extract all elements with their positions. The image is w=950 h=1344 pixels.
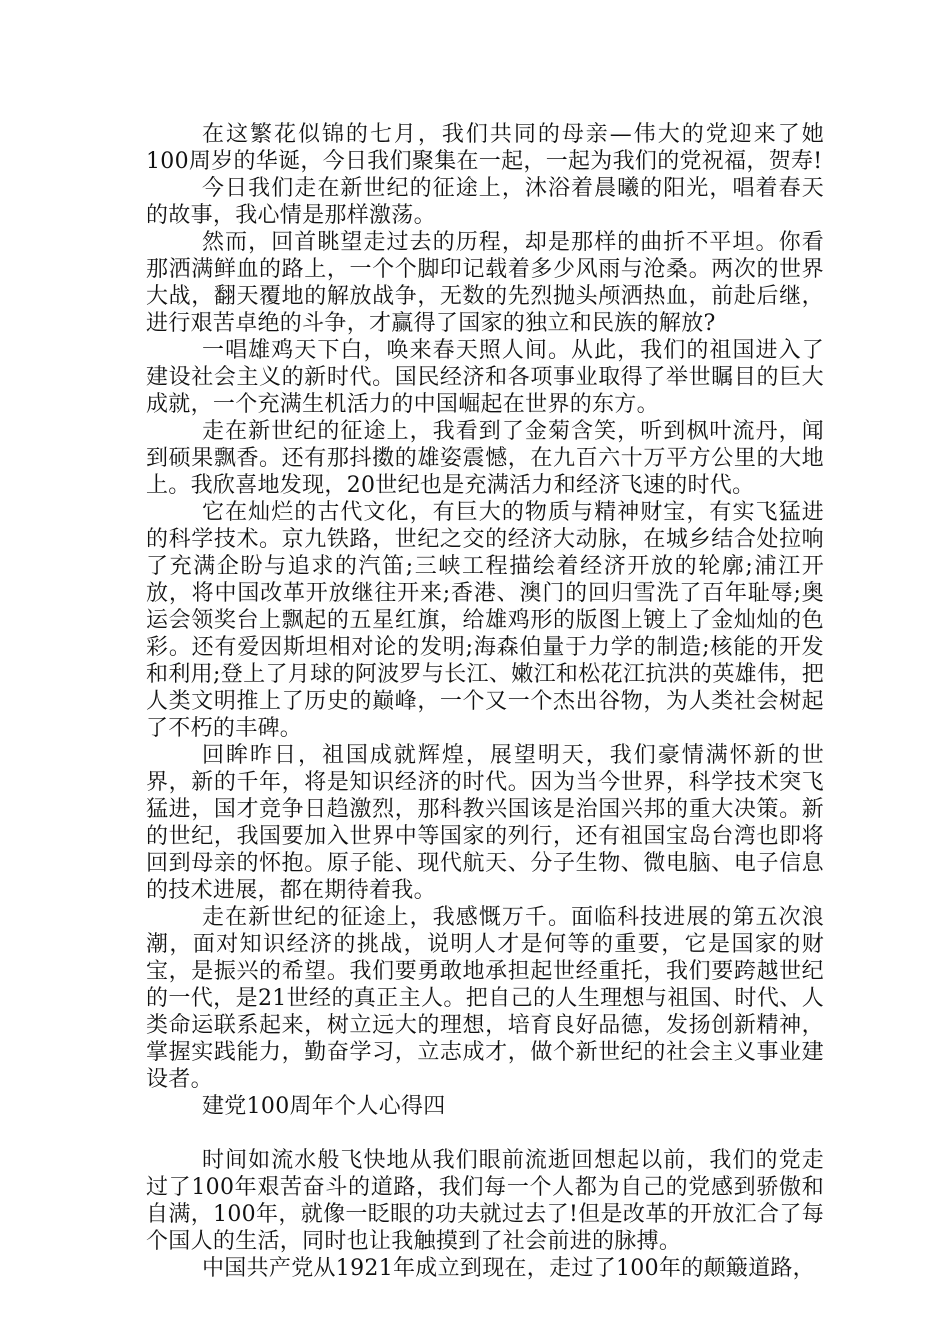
document-page xyxy=(146,121,824,1282)
paragraph-6: 它在灿烂的古代文化，有巨大的物质与精神财宝，有实飞猛进的科学技术。京九铁路，世纪之交的经济大动脉，在城乡结合处拉响了充满企盼与追求的汽笛;三峡工程描绘着经济开放的轮廓;浦江开放，将中国改革开放继往开来;香港、澳门的回归雪洗了百年耻辱;奥运会领奖台上飘起的五星红旗，给雄鸡形的版图上镀上了金灿灿的色彩。还有爱因斯坦相对论的发明;海森伯量于力学的制造;核能的开发和利用;登上了月球的阿波罗与长江、嫩江和松花江抗洪的英雄伟，把人类文明推上了历史的巅峰，一个又一个杰出谷物，为人类社会树起了不朽的丰碑。 xyxy=(146,500,824,741)
paragraph-9: 时间如流水般飞快地从我们眼前流逝回想起以前，我们的党走过了100年艰苦奋斗的道路，我们每一个人都为自己的党感到骄傲和自满，100年，就像一眨眼的功夫就过去了!但是改革的开放汇合了每个国人的生活，同时也让我触摸到了社会前进的脉搏。 xyxy=(146,1148,824,1254)
paragraph-10: 中国共产党从1921年成立到现在，走过了100年的颠簸道路， xyxy=(202,1256,815,1281)
section-heading: 建党100周年个人心得四 xyxy=(202,1094,446,1119)
paragraph-5: 走在新世纪的征途上，我看到了金菊含笑，听到枫叶流丹，闻到硕果飘香。还有那抖擞的雄姿震憾，在九百六十万平方公里的大地上。我欣喜地发现，20世纪也是充满活力和经济飞速的时代。 xyxy=(146,419,824,498)
paragraph-4: 一唱雄鸡天下白，唤来春天照人间。从此，我们的祖国进入了建设社会主义的新时代。国民经济和各项事业取得了举世瞩目的巨大成就，一个充满生机活力的中国崛起在世界的东方。 xyxy=(146,338,824,417)
paragraph-1: 在这繁花似锦的七月，我们共同的母亲—伟大的党迎来了她100周岁的华诞，今日我们聚集在一起，一起为我们的党祝福，贺寿! xyxy=(146,122,824,174)
blank-line xyxy=(146,1120,824,1147)
paragraph-2: 今日我们走在新世纪的征途上，沐浴着晨曦的阳光，唱着春天的故事，我心情是那样激荡。 xyxy=(146,176,824,228)
paragraph-8: 走在新世纪的征途上，我感慨万千。面临科技进展的第五次浪潮，面对知识经济的挑战，说明人才是何等的重要，它是国家的财宝，是振兴的希望。我们要勇敢地承担起世经重托，我们要跨越世纪的一代，是21世经的真正主人。把自己的人生理想与祖国、时代、人类命运联系起来，树立远大的理想，培育良好品德，发扬创新精神，掌握实践能力，勤奋学习，立志成才，做个新世纪的社会主义事业建设者。 xyxy=(146,905,824,1092)
paragraph-7: 回眸昨日，祖国成就辉煌，展望明天，我们豪情满怀新的世界，新的千年，将是知识经济的时代。因为当今世界，科学技术突飞猛进，国才竞争日趋激烈，那科教兴国该是治国兴邦的重大决策。新的世纪，我国要加入世界中等国家的列行，还有祖国宝岛台湾也即将回到母亲的怀抱。原子能、现代航天、分子生物、微电脑、电子信息的技术进展，都在期待着我。 xyxy=(146,743,824,903)
paragraph-3: 然而，回首眺望走过去的历程，却是那样的曲折不平坦。你看那洒满鲜血的路上，一个个脚印记载着多少风雨与沧桑。两次的世界大战，翻天覆地的解放战争，无数的先烈抛头颅洒热血，前赴后继，进行艰苦卓绝的斗争，才赢得了国家的独立和民族的解放? xyxy=(146,230,824,336)
